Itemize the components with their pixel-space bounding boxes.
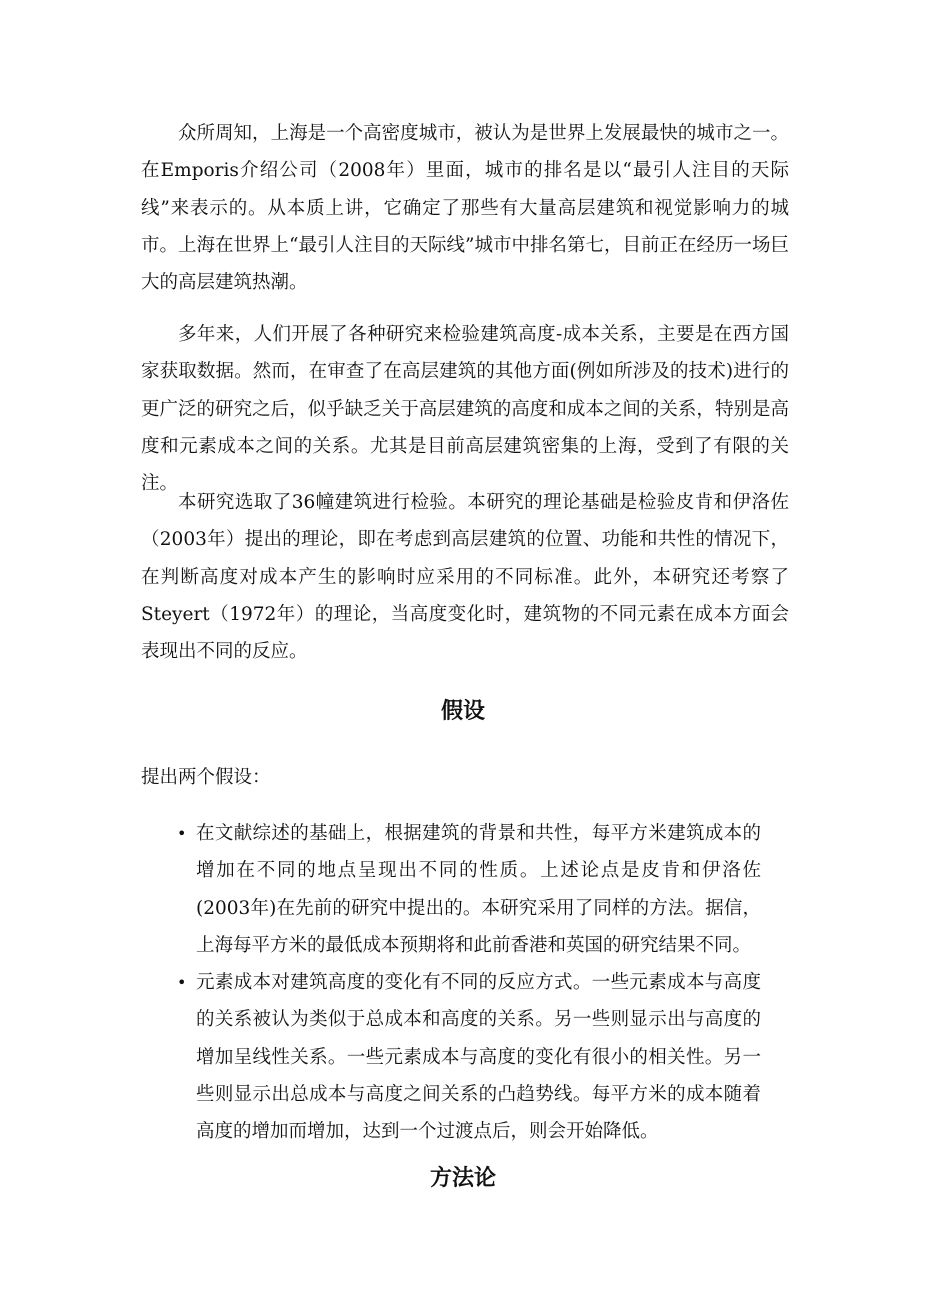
hypothesis-text-1: 在文献综述的基础上，根据建筑的背景和共性，每平方米建筑成本的增加在不同的地点呈现出不同的性质。上述论点是皮肯和伊洛佐(2003年)在先前的研究中提出的。本研究采用了同样的方法。据信，上海每平方米的最低成本预期将和此前香港和英国的研究结果不同。 (196, 823, 761, 956)
paragraph-background: 多年来，人们开展了各种研究来检验建筑高度-成本关系，主要是在西方国家获取数据。然而，在审查了在高层建筑的其他方面(例如所涉及的技术)进行的更广泛的研究之后，似乎缺乏关于高层建筑的高度和成本之间的关系，特别是高度和元素成本之间的关系。尤其是目前高层建筑密集的上海，受到了有限的关注。 (141, 324, 789, 495)
list-item (141, 964, 761, 1150)
bullet-icon: • (177, 973, 187, 993)
list-item (141, 815, 761, 964)
section-heading-methodology: 方法论 (429, 1166, 496, 1191)
paragraph-intro: 众所周知，上海是一个高密度城市，被认为是世界上发展最快的城市之一。在Emporis介绍公司（2008年）里面，城市的排名是以“最引人注目的天际线”来表示的。从本质上讲，它确定了那些有大量高层建筑和视觉影响力的城市。上海在世界上“最引人注目的天际线”城市中排名第七，目前正在经历一场巨大的高层建筑热潮。 (141, 123, 789, 294)
hypothesis-intro: 提出两个假设： (141, 767, 271, 788)
section-heading-hypothesis: 假设 (440, 699, 485, 724)
hypothesis-text-2: 元素成本对建筑高度的变化有不同的反应方式。一些元素成本与高度的关系被认为类似于总成本和高度的关系。另一些则显示出与高度的增加呈线性关系。一些元素成本与高度的变化有很小的相关性。另一些则显示出总成本与高度之间关系的凸趋势线。每平方米的成本随着高度的增加而增加，达到一个过渡点后，则会开始降低。 (196, 972, 761, 1143)
hypothesis-list (141, 815, 761, 1151)
paragraph-scope: 本研究选取了36幢建筑进行检验。本研究的理论基础是检验皮肯和伊洛佐（2003年）提出的理论，即在考虑到高层建筑的位置、功能和共性的情况下，在判断高度对成本产生的影响时应采用的不同标准。此外，本研究还考察了Steyert（1972年）的理论，当高度变化时，建筑物的不同元素在成本方面会表现出不同的反应。 (141, 492, 789, 663)
bullet-icon: • (177, 824, 187, 843)
